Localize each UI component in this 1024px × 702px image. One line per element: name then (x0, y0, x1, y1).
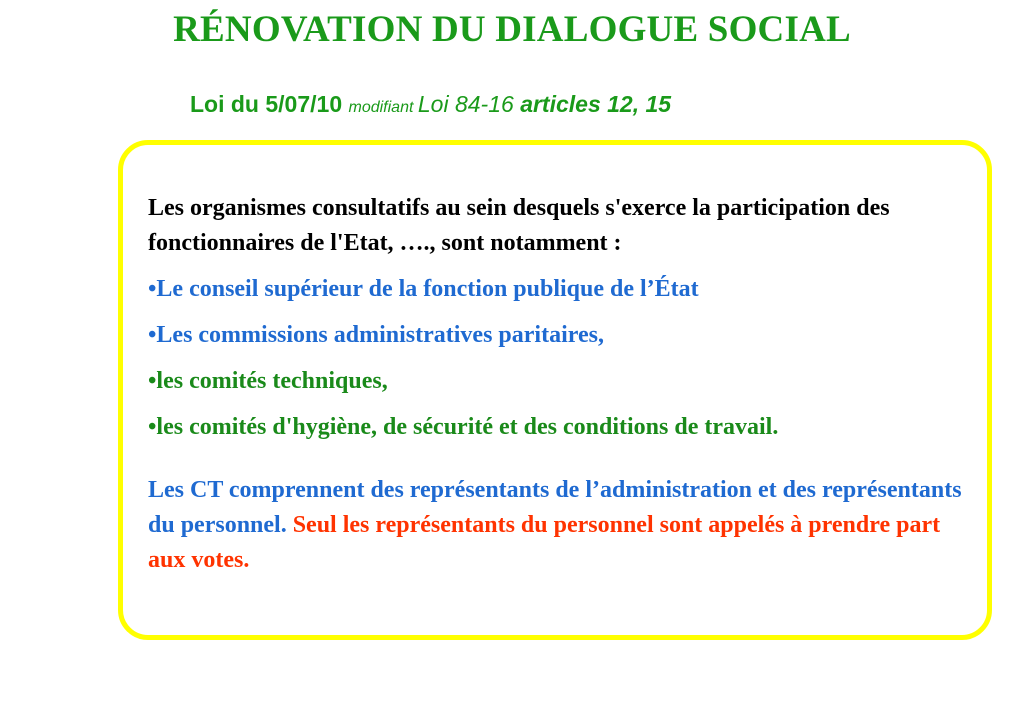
subtitle-law-date: Loi du 5/07/10 (190, 91, 349, 117)
content-body (148, 191, 978, 578)
list-item-comites-techniques: •les comités techniques, (148, 368, 388, 394)
list-item-conseil-superieur: •Le conseil supérieur de la fonction publique de l’État (148, 276, 699, 302)
slide-subtitle (190, 91, 910, 118)
intro-text: Les organismes consultatifs au sein desquels s'exerce la participation des fonctionnaires de l'Etat, …., sont notamment : (148, 195, 890, 256)
ct-composition-text: Les CT comprennent des représentants de l’administration et des représentants du personnel. (148, 477, 962, 538)
list-item-chsct: •les comités d'hygiène, de sécurité et des conditions de travail. (148, 414, 779, 440)
ct-paragraph (148, 473, 978, 578)
subtitle-law-number: Loi 84-16 (417, 91, 521, 117)
subtitle-articles: articles 12, 15 (520, 91, 672, 117)
ct-voting-text: Seul les représentants du personnel sont appelés à prendre part aux votes. (148, 512, 941, 573)
list-item-commissions: •Les commissions administratives paritaires, (148, 322, 604, 348)
slide-title: RÉNOVATION DU DIALOGUE SOCIAL (173, 9, 851, 50)
subtitle-modifying: modifiant (348, 99, 418, 116)
